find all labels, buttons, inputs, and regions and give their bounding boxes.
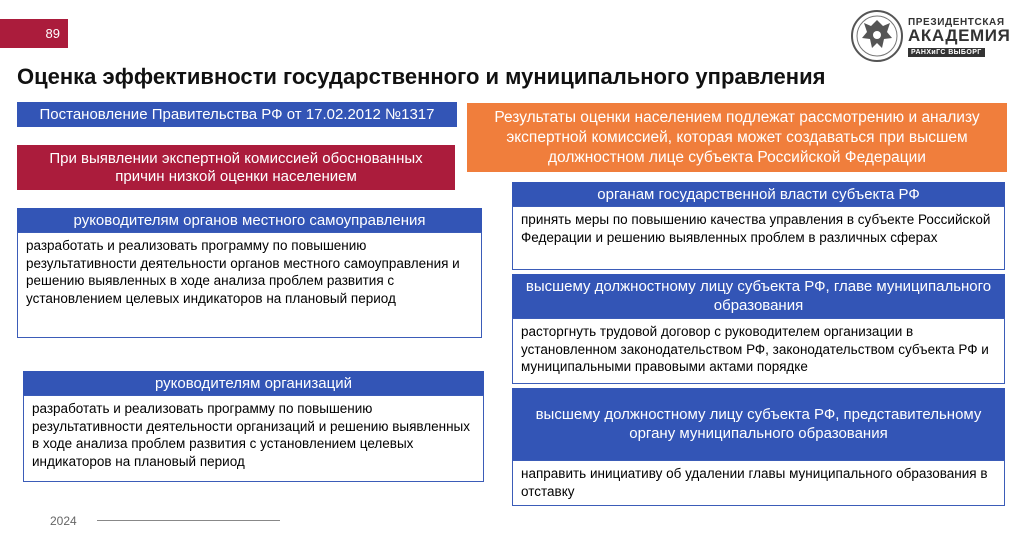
highest-official-text: расторгнуть трудовой договор с руководителем организации в установленном законодательством РФ, законодательством субъекта РФ и муниципальными правовыми актами порядке [512,318,1005,384]
organizations-header: руководителям организаций [23,371,484,395]
logo-line-3: РАНХиГС ВЫБОРГ [908,48,985,57]
academy-logo [850,8,1010,66]
highest-official-header [512,274,1005,318]
reason-header-text: При выявлении экспертной комиссией обоснованных причин низкой оценки населением [49,149,423,185]
government-bodies-text: принять меры по повышению качества управления в субъекте Российской Федерации и решению выявленных проблем в различных сферах [512,206,1005,270]
slide-title: Оценка эффективности государственного и муниципального управления [17,64,826,89]
logo-line-1: ПРЕЗИДЕНТСКАЯ [908,17,1005,28]
results-header [467,103,1007,172]
footer-year: 2024 [50,514,77,528]
results-header-text: Результаты оценки населением подлежат рассмотрению и анализу экспертной комиссией, которая может создаваться при высшем должностном лице субъекта Российской Федерации [494,108,980,166]
government-bodies-header: органам государственной власти субъекта РФ [512,182,1005,206]
representative-body-text: направить инициативу об удалении главы муниципального образования в отставку [512,460,1005,506]
local-government-text: разработать и реализовать программу по повышению результативности деятельности органов местного самоуправления и решению выявленных в ходе анализа проблем развития с установлением целевых индикаторов на плановый период [17,232,482,338]
reason-header [17,145,455,190]
decree-header: Постановление Правительства РФ от 17.02.2012 №1317 [17,102,457,127]
page-number: 89 [0,19,68,48]
highest-official-header-text: высшему должностному лицу субъекта РФ, главе муниципального образования [525,278,992,314]
organizations-text: разработать и реализовать программу по повышению результативности деятельности организаций и решению выявленных в ходе анализа проблем развития с установлением целевых индикаторов на плановый период [23,395,484,482]
emblem-icon [850,8,904,64]
footer-divider [97,520,280,521]
representative-body-header-text: высшему должностному лицу субъекта РФ, представительному органу муниципального образования [535,406,982,442]
logo-line-2: АКАДЕМИЯ [908,26,1011,45]
representative-body-header [512,388,1005,460]
local-government-header: руководителям органов местного самоуправления [17,208,482,232]
